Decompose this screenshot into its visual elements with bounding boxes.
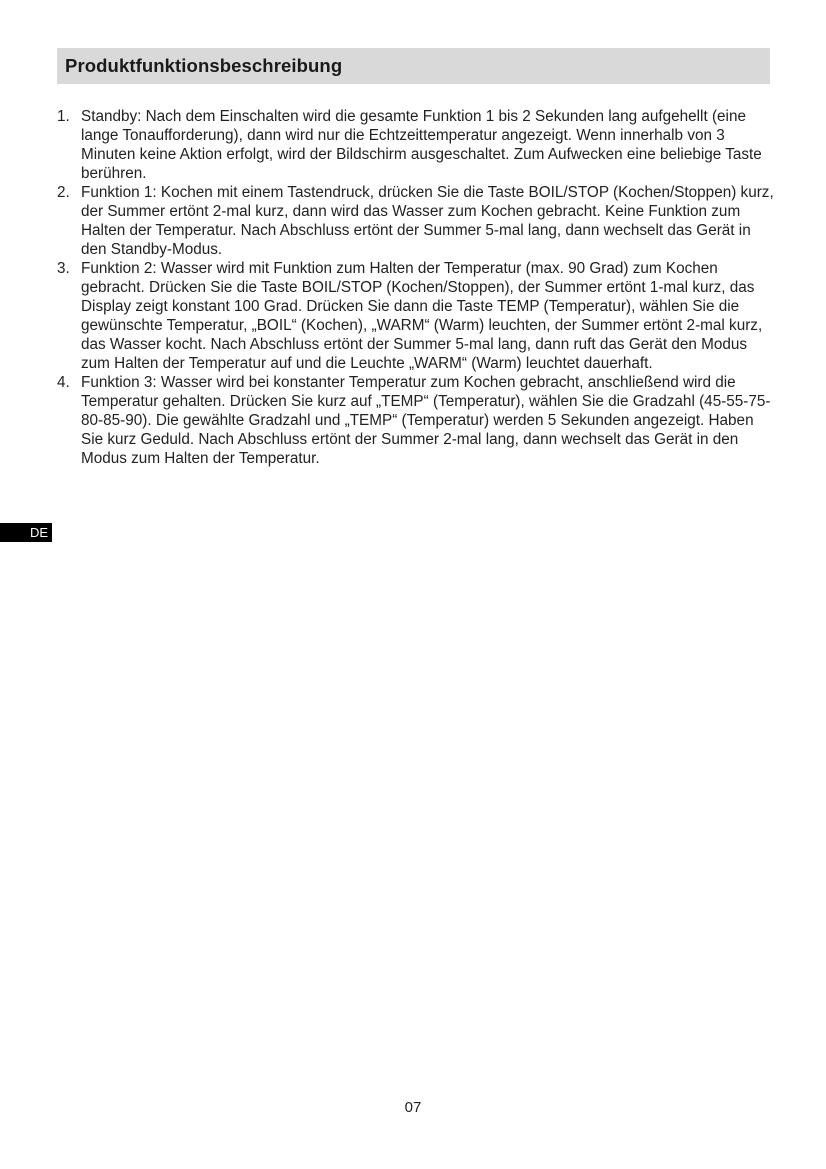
page-number: 07	[404, 1099, 422, 1116]
list-item-number: 4.	[57, 374, 70, 391]
list-item	[57, 373, 777, 468]
list-item	[57, 183, 777, 259]
list-item	[57, 107, 777, 183]
list-item-text: Funktion 3: Wasser wird bei konstanter Temperatur zum Kochen gebracht, anschließend wird die Temperatur gehalten. Drücken Sie kurz auf „TEMP“ (Temperatur), wählen Sie die Gradzahl (45-55-75-80-85-90). Die gewählte Gradzahl und „TEMP“ (Temperatur) werden 5 Sekunden angezeigt. Haben Sie kurz Geduld. Nach Abschluss ertönt der Summer 2-mal lang, dann wechselt das Gerät in den Modus zum Halten der Temperatur.	[81, 374, 771, 467]
section-heading-bar	[57, 48, 770, 84]
function-list	[57, 107, 777, 468]
section-heading: Produktfunktionsbeschreibung	[65, 55, 343, 76]
list-item-number: 3.	[57, 260, 70, 277]
list-item-text: Funktion 1: Kochen mit einem Tastendruck, drücken Sie die Taste BOIL/STOP (Kochen/Stoppen) kurz, der Summer ertönt 2-mal kurz, dann wird das Wasser zum Kochen gebracht. Keine Funktion zum Halten der Temperatur. Nach Abschluss ertönt der Summer 5-mal lang, dann wechselt das Gerät in den Standby-Modus.	[81, 184, 774, 258]
list-item	[57, 259, 777, 373]
language-tab: DE	[0, 523, 52, 542]
list-item-text: Funktion 2: Wasser wird mit Funktion zum Halten der Temperatur (max. 90 Grad) zum Kochen gebracht. Drücken Sie die Taste BOIL/STOP (Kochen/Stoppen), der Summer ertönt 1-mal kurz, das Display zeigt konstant 100 Grad. Drücken Sie dann die Taste TEMP (Temperatur), wählen Sie die gewünschte Temperatur, „BOIL“ (Kochen), „WARM“ (Warm) leuchten, der Summer ertönt 2-mal kurz, das Wasser kocht. Nach Abschluss ertönt der Summer 5-mal lang, dann ruft das Gerät den Modus zum Halten der Temperatur auf und die Leuchte „WARM“ (Warm) leuchtet dauerhaft.	[81, 260, 763, 372]
list-item-text: Standby: Nach dem Einschalten wird die gesamte Funktion 1 bis 2 Sekunden lang aufgehellt (eine lange Tonaufforderung), dann wird nur die Echtzeittemperatur angezeigt. Wenn innerhalb von 3 Minuten keine Aktion erfolgt, wird der Bildschirm ausgeschaltet. Zum Aufwecken eine beliebige Taste berühren.	[81, 108, 762, 182]
list-item-number: 2.	[57, 184, 70, 201]
list-item-number: 1.	[57, 108, 70, 125]
